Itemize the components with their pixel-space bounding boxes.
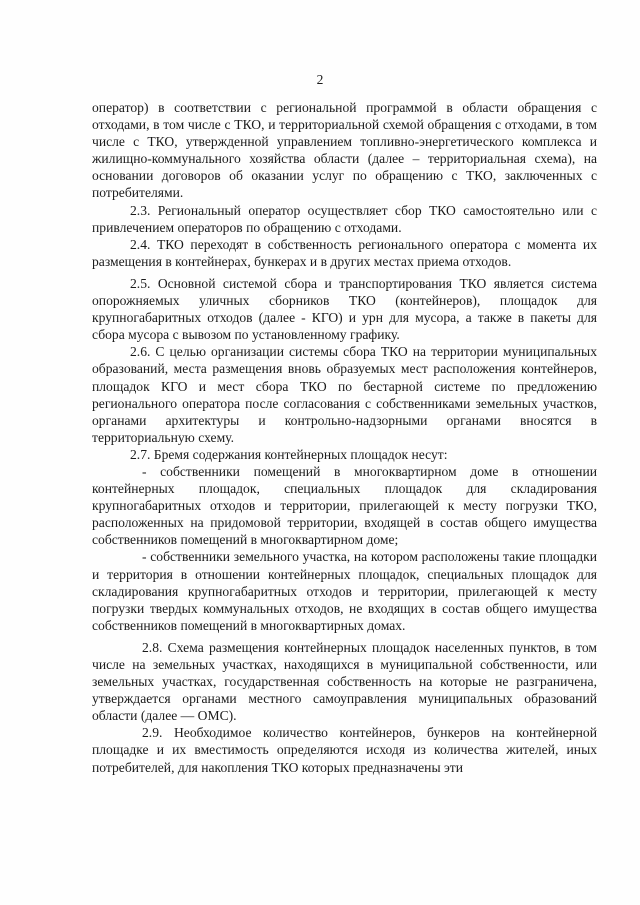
paragraph-2-6: 2.6. С целью организации системы сбора ТКО на территории муниципальных образований, места размещения вновь образуемых мест расположения контейнеров, площадок КГО и мест сбора ТКО по бестарной системе по предложению регионального оператора после согласования с собственниками земельных участков, органами архитектуры и контрольно-надзорными органами вносятся в территориальную схему. bbox=[92, 344, 597, 445]
document-body bbox=[92, 99, 597, 776]
paragraph-2-4: 2.4. ТКО переходят в собственность регионального оператора с момента их размещения в контейнерах, бункерах и в других местах приема отходов. bbox=[92, 236, 597, 269]
paragraph-2-7: 2.7. Бремя содержания контейнерных площадок несут: bbox=[130, 446, 448, 462]
page-number: 2 bbox=[316, 72, 324, 87]
paragraph-continuation: оператор) в соответствии с региональной программой в области обращения с отходами, в том числе с ТКО, и территориальной схемой обращения с отходами, в том числе с ТКО, утвержденной управлением топливно-энергетического комплекса и жилищно-коммунального хозяйства области (далее – территориальная схема), на основании договоров об оказании услуг по обращению с ТКО, заключенных с потребителями. bbox=[92, 100, 597, 201]
list-item-apartment-owners: - собственники помещений в многоквартирном доме в отношении контейнерных площадок, специальных площадок для складирования крупногабаритных отходов и территории, прилегающей к месту погрузки ТКО, расположенных на придомовой территории, входящей в состав общего имущества собственников помещений в многоквартирном доме; bbox=[92, 463, 597, 548]
paragraph-2-3: 2.3. Региональный оператор осуществляет сбор ТКО самостоятельно или с привлечением операторов по обращению с отходами. bbox=[92, 202, 597, 235]
paragraph-2-5: 2.5. Основной системой сбора и транспортирования ТКО является система опорожняемых уличных сборников ТКО (контейнеров), площадок для крупногабаритных отходов (далее - КГО) и урн для мусора, а также в пакеты для сбора мусора с вывозом по установленному графику. bbox=[92, 275, 597, 343]
list-item-land-owners: - собственники земельного участка, на котором расположены такие площадки и территория в отношении контейнерных площадок, специальных площадок для складирования крупногабаритных отходов и территории, прилегающей к месту погрузки твердых коммунальных отходов, не входящих в состав общего имущества собственников помещений в многоквартирных домах. bbox=[92, 549, 597, 633]
paragraph-2-9: 2.9. Необходимое количество контейнеров, бункеров на контейнерной площадке и их вместимость определяются исходя из количества жителей, иных потребителей, для накопления ТКО которых предназначены эти bbox=[92, 725, 597, 775]
paragraph-2-8: 2.8. Схема размещения контейнерных площадок населенных пунктов, в том числе на земельных участках, находящихся в муниципальной собственности, или земельных участках, государственная собственность на которые не разграничена, утверждается органами местного самоуправления муниципальных образований области (далее — ОМС). bbox=[92, 639, 597, 724]
